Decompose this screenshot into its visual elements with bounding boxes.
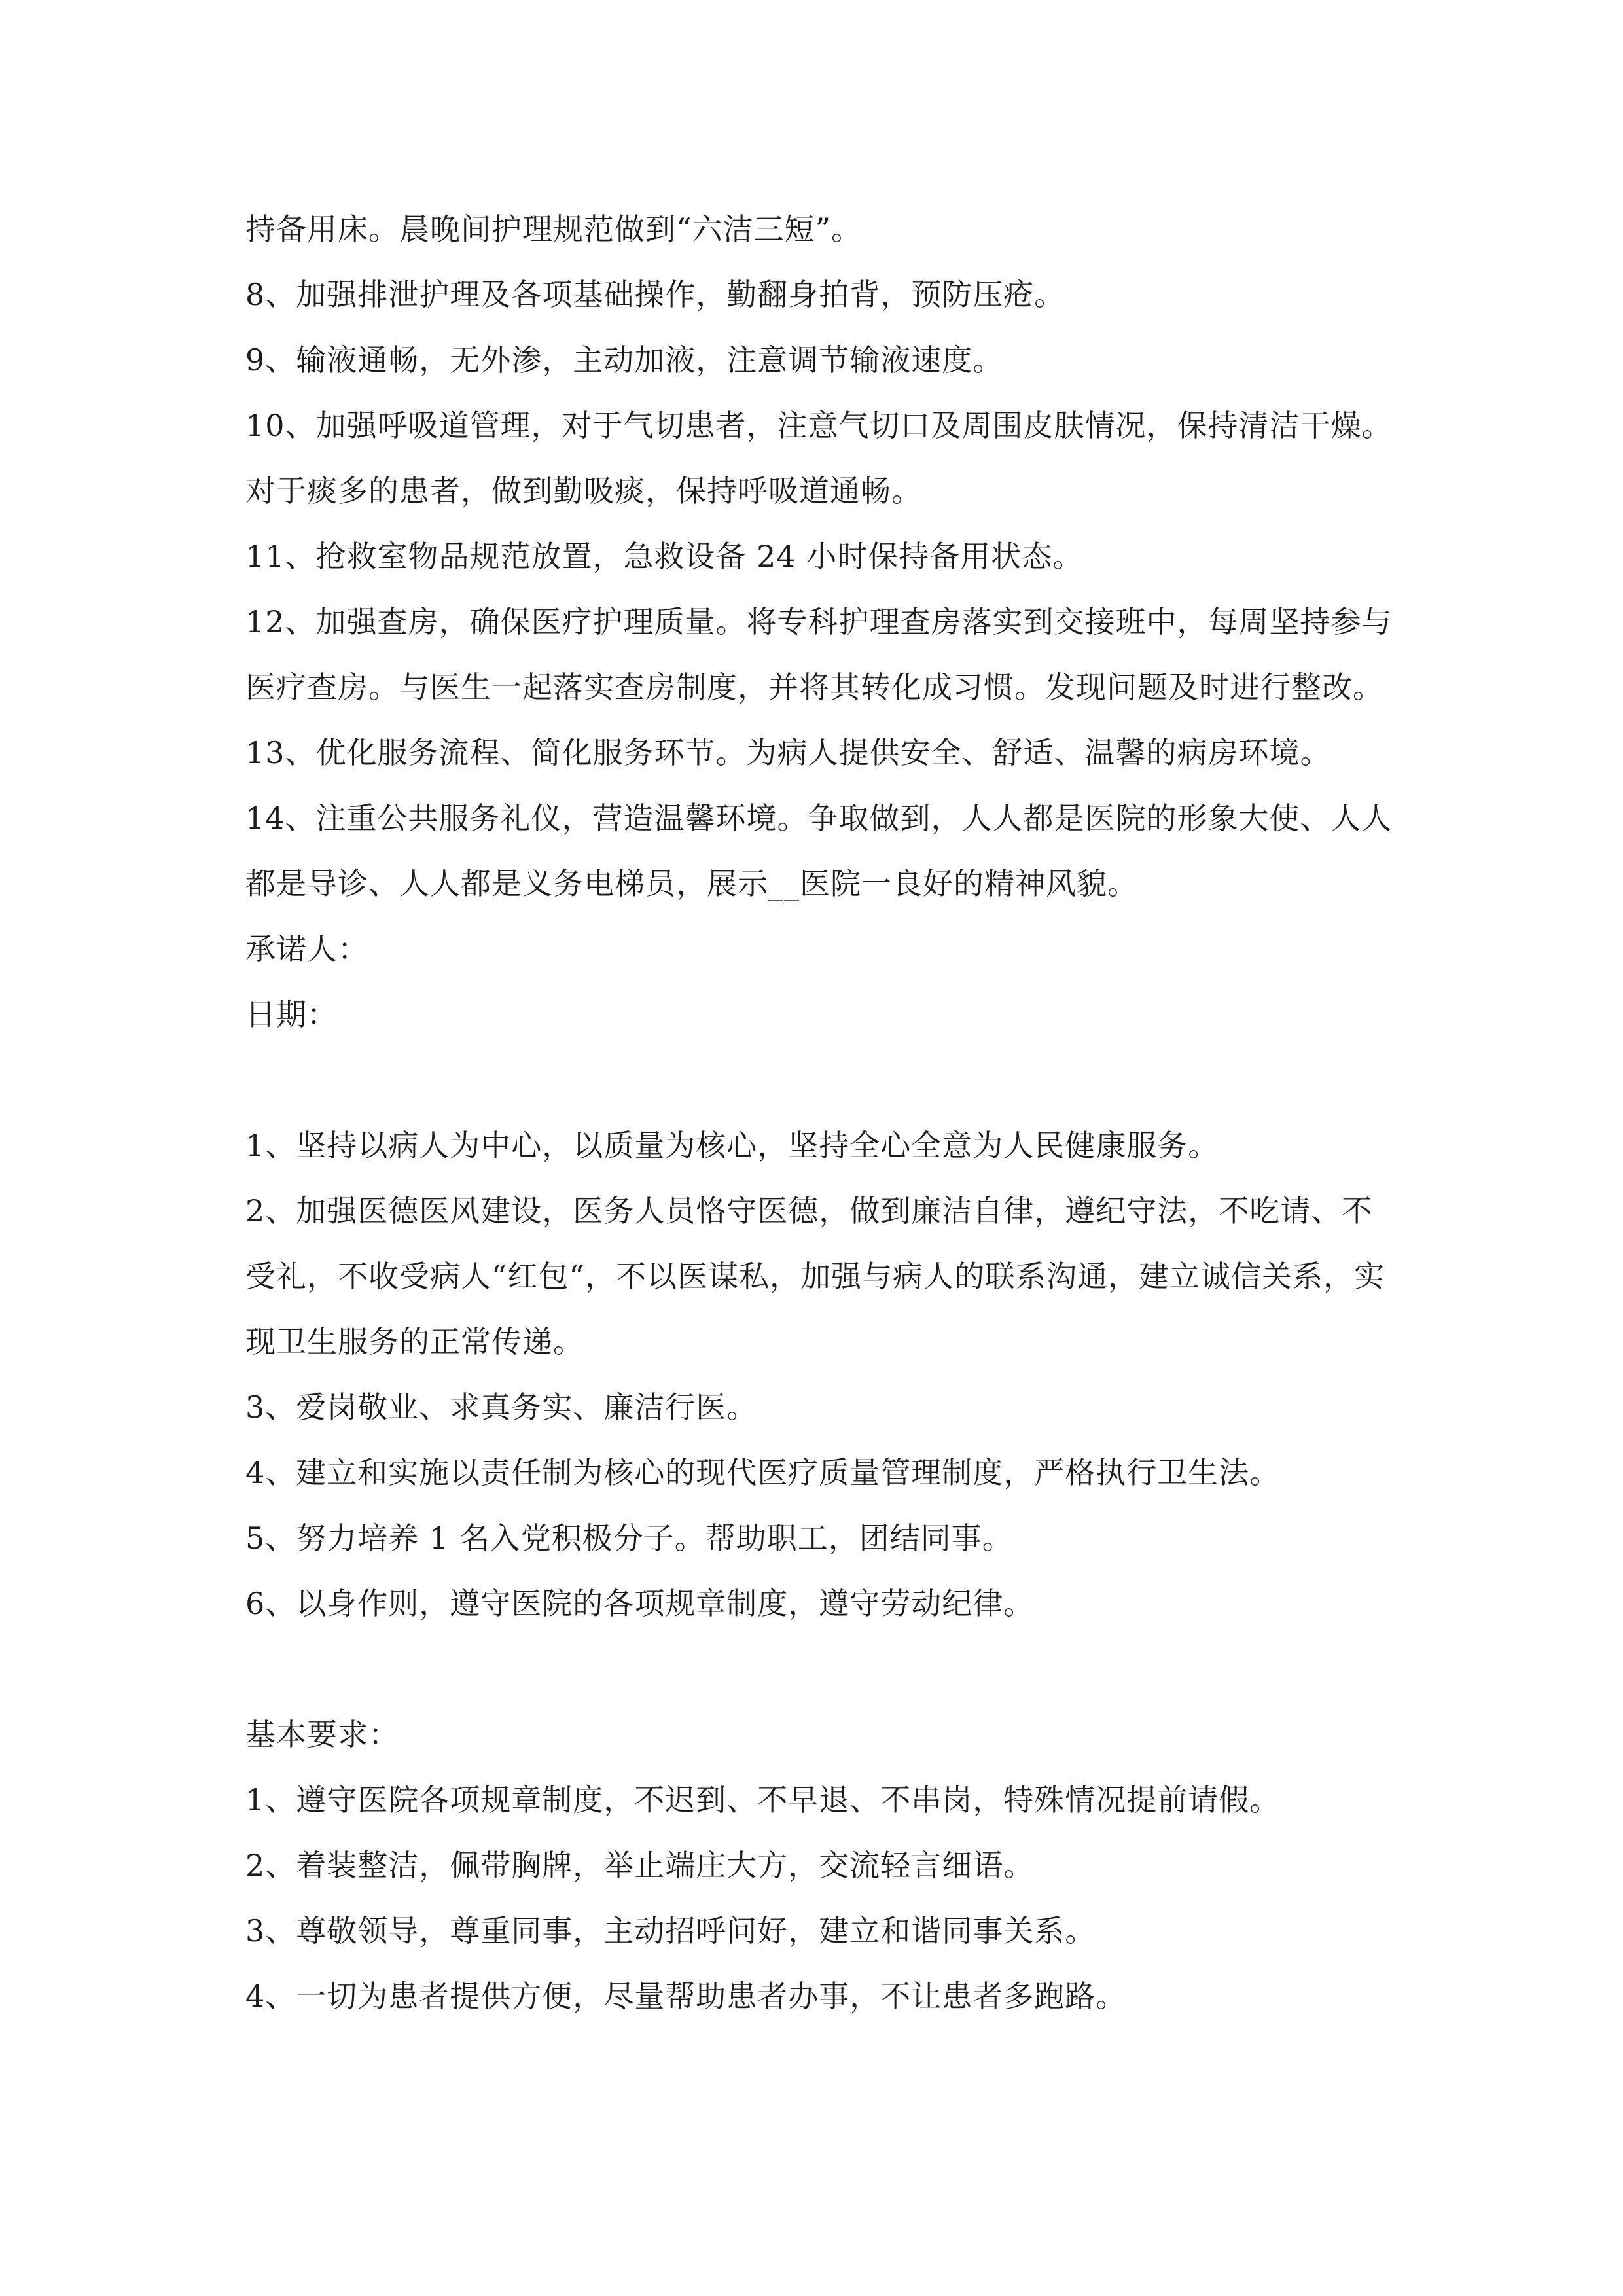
signer-label: 承诺人： (245, 931, 368, 967)
section-gap (245, 1047, 1397, 1113)
section-basic-requirements (245, 1702, 1397, 2029)
paragraph-item-1: 1、坚持以病人为中心，以质量为核心，坚持全心全意为人民健康服务。 (245, 1128, 1219, 1163)
paragraph-item-11: 11、抢救室物品规范放置，急救设备 24 小时保持备用状态。 (245, 539, 1084, 574)
paragraph-item-6: 6、以身作则，遵守医院的各项规章制度，遵守劳动纪律。 (245, 1586, 1035, 1621)
paragraph-item-2: 2、加强医德医风建设，医务人员恪守医德，做到廉洁自律，遵纪守法，不吃请、不受礼，不收受病人“红包“，不以医谋私，加强与病人的联系沟通，建立诚信关系，实现卫生服务的正常传递。 (245, 1193, 1385, 1359)
section-medical-ethics (245, 1113, 1397, 1636)
paragraph-item-5: 5、努力培养 1 名入党积极分子。帮助职工，团结同事。 (245, 1520, 1013, 1556)
paragraph-item-4: 4、一切为患者提供方便，尽量帮助患者办事，不让患者多跑路。 (245, 1979, 1127, 2014)
section-nursing-commitments (245, 196, 1397, 1047)
paragraph-item-3: 3、尊敬领导，尊重同事，主动招呼问好，建立和谐同事关系。 (245, 1913, 1096, 1948)
paragraph-item-13: 13、优化服务流程、简化服务环节。为病人提供安全、舒适、温馨的病房环境。 (245, 735, 1331, 770)
document-body (245, 196, 1397, 2029)
paragraph-item-1: 1、遵守医院各项规章制度，不迟到、不早退、不串岗，特殊情况提前请假。 (245, 1782, 1281, 1818)
paragraph-item-8: 8、加强排泄护理及各项基础操作，勤翻身拍背，预防压疮。 (245, 277, 1065, 312)
paragraph-item-14: 14、注重公共服务礼仪，营造温馨环境。争取做到，人人都是医院的形象大使、人人都是导诊、人人都是义务电梯员，展示__医院一良好的精神风貌。 (245, 800, 1393, 901)
section-heading: 基本要求： (245, 1717, 399, 1752)
paragraph-item-2: 2、着装整洁，佩带胸牌，举止端庄大方，交流轻言细语。 (245, 1848, 1035, 1883)
paragraph-item-4: 4、建立和实施以责任制为核心的现代医疗质量管理制度，严格执行卫生法。 (245, 1455, 1281, 1490)
date-label: 日期： (245, 997, 338, 1032)
paragraph-item-3: 3、爱岗敬业、求真务实、廉洁行医。 (245, 1390, 758, 1425)
paragraph-item-12: 12、加强查房，确保医疗护理质量。将专科护理查房落实到交接班中，每周坚持参与医疗查房。与医生一起落实查房制度，并将其转化成习惯。发现问题及时进行整改。 (245, 604, 1393, 705)
paragraph-item-9: 9、输液通畅，无外渗，主动加液，注意调节输液速度。 (245, 342, 1004, 378)
paragraph-item-10: 10、加强呼吸道管理，对于气切患者，注意气切口及周围皮肤情况，保持清洁干燥。对于痰多的患者，做到勤吸痰，保持呼吸道通畅。 (245, 408, 1393, 509)
paragraph-continuation: 持备用床。晨晚间护理规范做到“六洁三短”。 (245, 211, 863, 247)
section-gap (245, 1636, 1397, 1702)
